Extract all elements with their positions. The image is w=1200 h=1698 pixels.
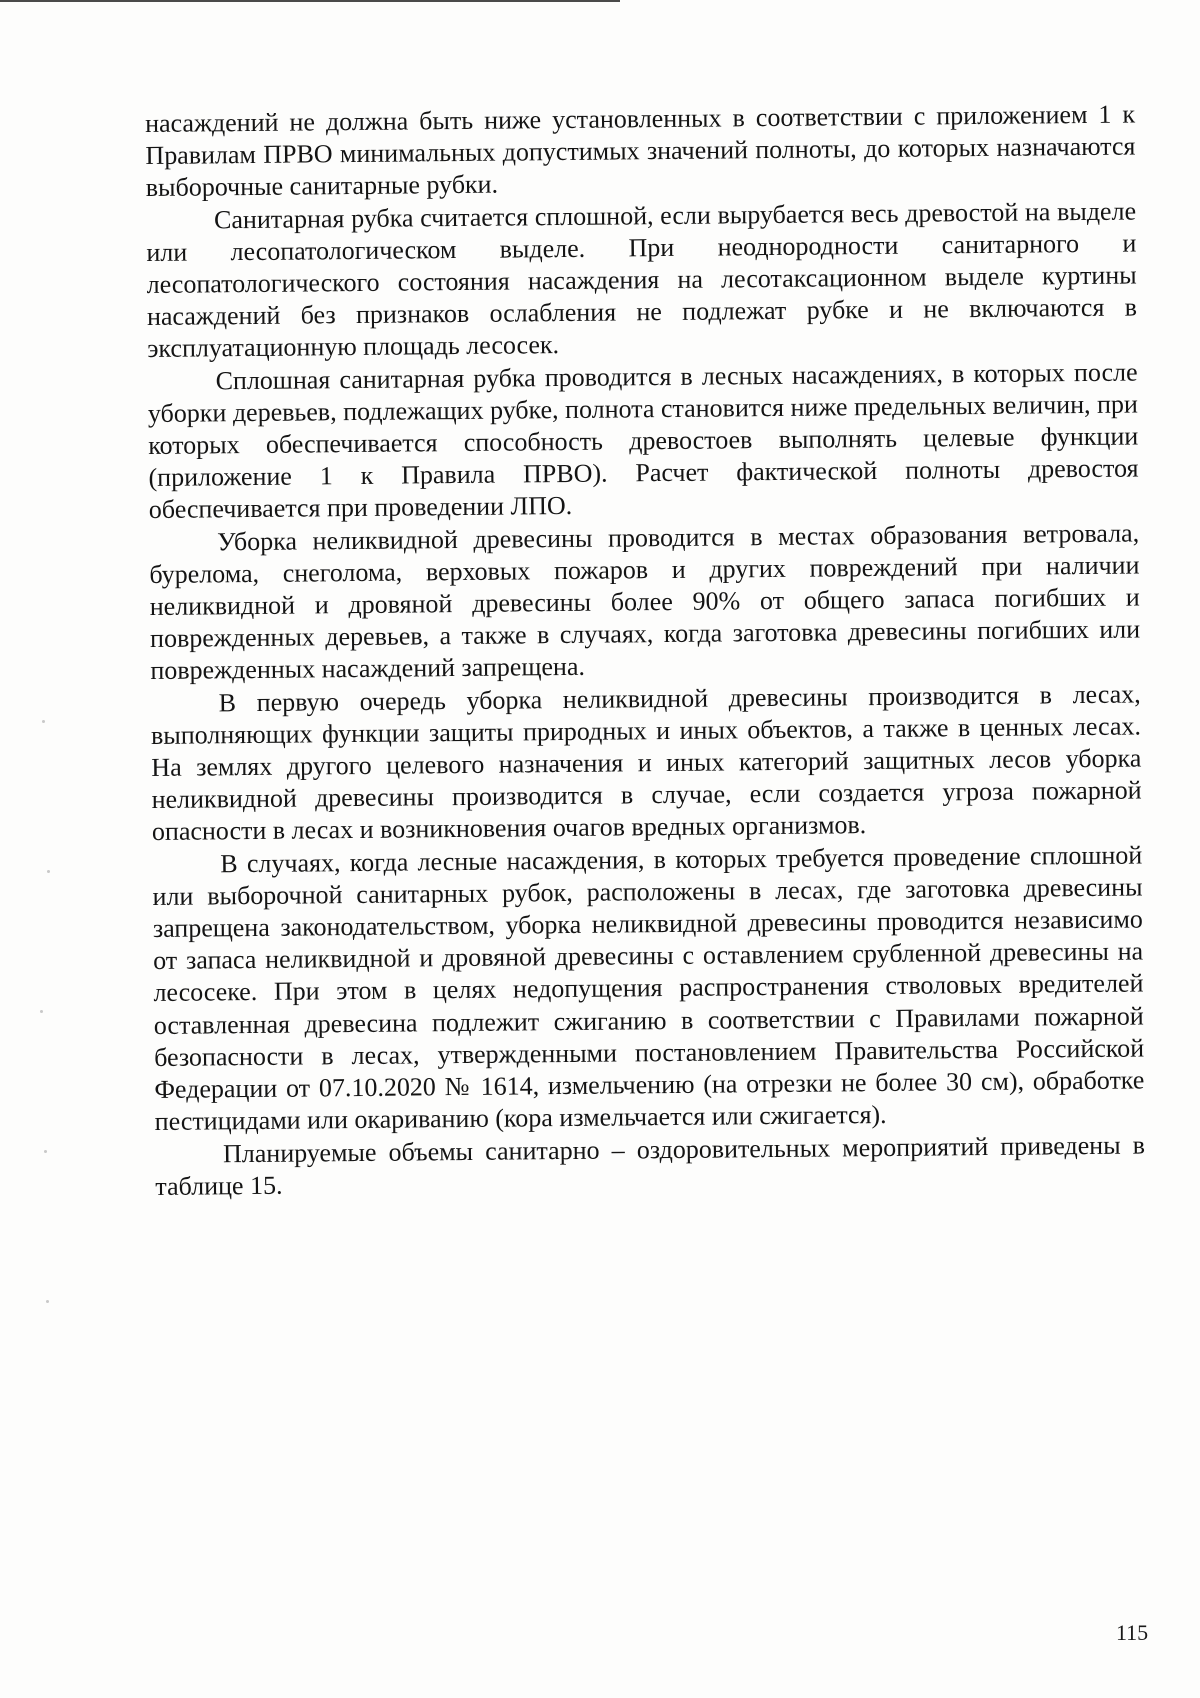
scan-speck [46, 1300, 49, 1303]
scan-speck [44, 1150, 47, 1153]
paragraph-illiquid-wood-removal: Уборка неликвидной древесины проводится в местах образования ветровала, бурелома, снеголома, верховых пожаров и других повреждений при наличии неликвидной и дровяной древесины более 90% от общего запаса погибших и поврежденных деревьев, а также в случаях, когда заготовка древесины погибших или поврежденных насаждений запрещена. [149, 518, 1141, 686]
document-body [145, 98, 1145, 1202]
paragraph-sanitary-felling-definition: Санитарная рубка считается сплошной, если вырубается весь древостой на выделе или лесопатологическом выделе. При неоднородности санитарного и лесопатологического состояния насаждения на лесотаксационном выделе куртины насаждений без признаков ослабления не подлежат рубке и не включаются в эксплуатационную площадь лесосек. [146, 196, 1138, 364]
paragraph-prohibited-harvesting: В случаях, когда лесные насаждения, в которых требуется проведение сплошной или выборочной санитарных рубок, расположены в лесах, где заготовка древесины запрещена законодательством, уборка неликвидной древесины проводится независимо от запаса неликвидной и дровяной древесины с оставлением срубленной древесины на лесосеке. При этом в целях недопущения распространения стволовых вредителей оставленная древесина подлежит сжиганию в соответствии с Правилами пожарной безопасности в лесах, утвержденными постановлением Правительства Российской Федерации от 07.10.2020 № 1614, измельчению (на отрезки не более 30 см), обработке пестицидами или окариванию (кора измельчается или сжигается). [152, 840, 1145, 1137]
scan-speck [40, 1010, 43, 1013]
paragraph-clear-sanitary-felling: Сплошная санитарная рубка проводится в лесных насаждениях, в которых после уборки деревьев, подлежащих рубке, полнота становится ниже предельных величин, при которых обеспечивается способность древостоев выполнять целевые функции (приложение 1 к Правила ПРВО). Расчет фактической полноты древостоя обеспечивается при проведении ЛПО. [147, 357, 1139, 525]
paragraph-priority-removal: В первую очередь уборка неликвидной древесины производится в лесах, выполняющих функции защиты природных и иных объектов, а также в ценных лесах. На землях другого целевого назначения и иных категорий защитных лесов уборка неликвидной древесины производится в случае, если создается угроза пожарной опасности в лесах и возникновения очагов вредных организмов. [150, 679, 1142, 847]
page-number: 115 [1116, 1620, 1149, 1645]
scan-edge-line [0, 0, 620, 2]
paragraph-planned-volumes: Планируемые объемы санитарно – оздоровительных мероприятий приведены в таблице 15. [155, 1129, 1146, 1201]
scan-speck [42, 720, 45, 723]
paragraph-continuation: насаждений не должна быть ниже установленных в соответствии с приложением 1 к Правилам ПРВО минимальных допустимых значений полноты, до которых назначаются выборочные санитарные рубки. [145, 99, 1136, 203]
scan-speck [47, 870, 50, 873]
